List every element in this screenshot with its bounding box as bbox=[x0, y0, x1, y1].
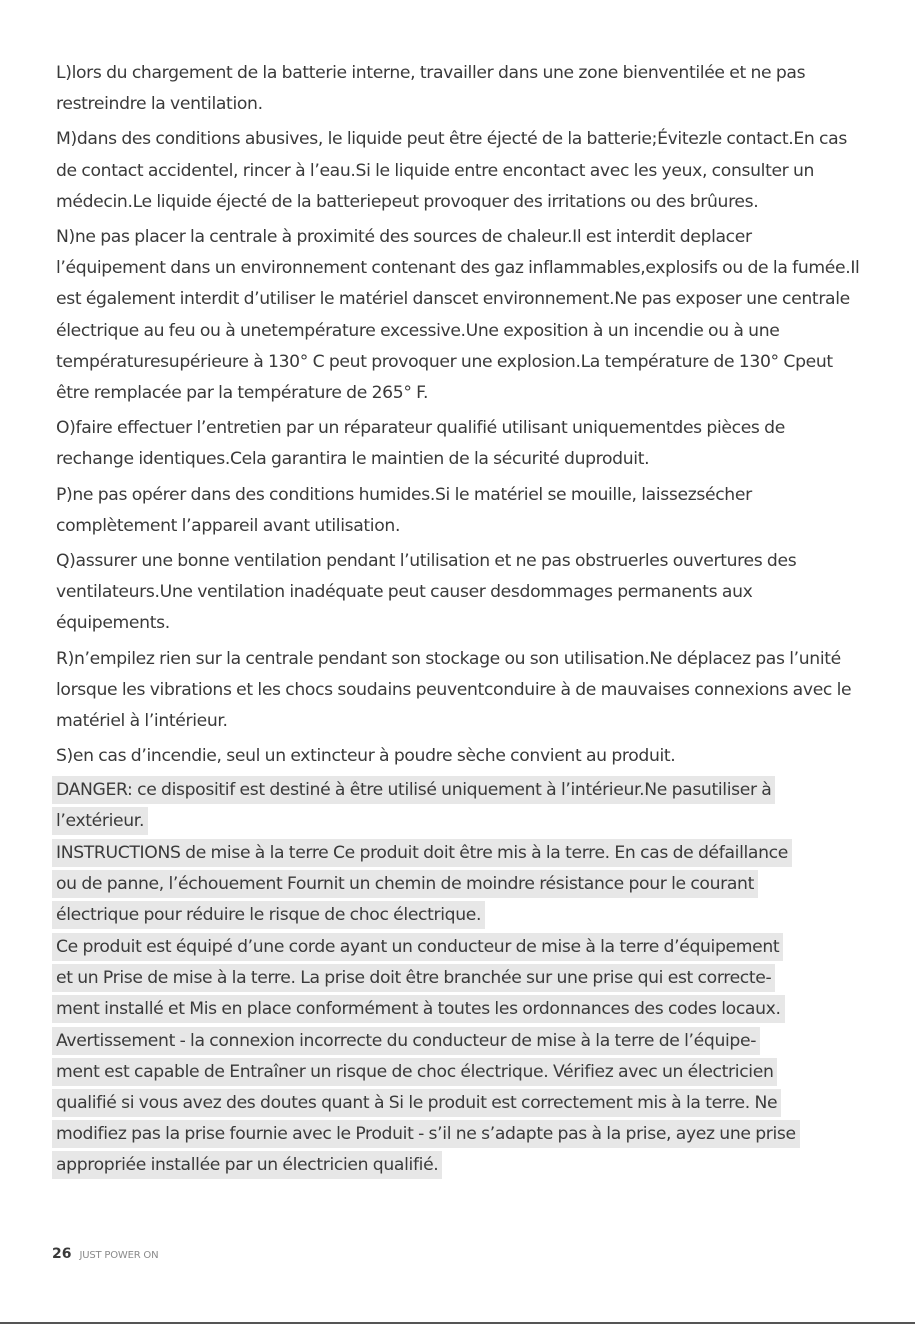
paragraph-o: O)faire effectuer l’entretien par un réparateur qualifié utilisant uniquementdes pièces de rechange identiques.Cela garantira le maintien de la sécurité duproduit. bbox=[56, 418, 785, 470]
highlight-line: et un Prise de mise à la terre. La prise doit être branchée sur une prise qui est correcte- bbox=[52, 964, 775, 992]
highlight-line: électrique pour réduire le risque de choc électrique. bbox=[52, 901, 485, 929]
warning-notice bbox=[52, 1027, 861, 1179]
paragraph-q: Q)assurer une bonne ventilation pendant l’utilisation et ne pas obstruerles ouvertures des ventilateurs.Une ventilation inadéquate peut causer desdommages permanents aux équipements. bbox=[56, 551, 797, 634]
paragraph-s: S)en cas d’incendie, seul un extincteur à poudre sèche convient au produit. bbox=[56, 746, 676, 767]
page-footer bbox=[52, 1246, 158, 1262]
page-number: 26 bbox=[52, 1246, 72, 1262]
danger-notice bbox=[52, 776, 861, 835]
highlight-line: l’extérieur. bbox=[52, 807, 148, 835]
highlight-line: ou de panne, l’échouement Fournit un chemin de moindre résistance pour le courant bbox=[52, 870, 758, 898]
page-content bbox=[56, 58, 861, 1183]
paragraph-l: L)lors du chargement de la batterie interne, travailler dans une zone bienventilée et ne pas restreindre la ventilation. bbox=[56, 63, 806, 115]
grounding-cord-notice bbox=[52, 933, 861, 1023]
paragraph-m: M)dans des conditions abusives, le liquide peut être éjecté de la batterie;Évitezle contact.En cas de contact accidentel, rincer à l’eau.Si le liquide entre encontact avec les yeux, consulter un médecin.Le liquide éjecté de la batteriepeut provoquer des irritations ou des brûures. bbox=[56, 129, 847, 212]
highlight-line: ment installé et Mis en place conformément à toutes les ordonnances des codes locaux. bbox=[52, 995, 785, 1023]
highlight-line: INSTRUCTIONS de mise à la terre Ce produit doit être mis à la terre. En cas de défaillance bbox=[52, 839, 792, 867]
grounding-instructions bbox=[52, 839, 861, 929]
footer-brand: JUST POWER ON bbox=[79, 1250, 159, 1261]
paragraph-n: N)ne pas placer la centrale à proximité des sources de chaleur.Il est interdit deplacer l’équipement dans un environnement contenant des gaz inflammables,explosifs ou de la fumée.Il est également interdit d’utiliser le matériel danscet environnement.Ne pas exposer une centrale électrique au feu ou à unetempérature excessive.Une exposition à un incendie ou à une températuresupérieure à 130° C peut provoquer une explosion.La température de 130° Cpeut être remplacée par la température de 265° F. bbox=[56, 227, 860, 404]
highlight-line: Avertissement - la connexion incorrecte du conducteur de mise à la terre de l’équipe- bbox=[52, 1027, 760, 1055]
highlight-line: modifiez pas la prise fournie avec le Produit - s’il ne s’adapte pas à la prise, ayez une prise bbox=[52, 1120, 800, 1148]
highlight-line: DANGER: ce dispositif est destiné à être utilisé uniquement à l’intérieur.Ne pasutiliser à bbox=[52, 776, 775, 804]
highlight-line: qualifié si vous avez des doutes quant à Si le produit est correctement mis à la terre. Ne bbox=[52, 1089, 781, 1117]
paragraph-r: R)n’empilez rien sur la centrale pendant son stockage ou son utilisation.Ne déplacez pas l’unité lorsque les vibrations et les chocs soudains peuventconduire à de mauvaises connexions avec le matériel à l’intérieur. bbox=[56, 648, 852, 732]
highlight-line: ment est capable de Entraîner un risque de choc électrique. Vérifiez avec un électricien bbox=[52, 1058, 777, 1086]
paragraph-p: P)ne pas opérer dans des conditions humides.Si le matériel se mouille, laissezsécher complètement l’appareil avant utilisation. bbox=[56, 484, 752, 536]
highlight-line: Ce produit est équipé d’une corde ayant un conducteur de mise à la terre d’équipement bbox=[52, 933, 783, 961]
highlight-line: appropriée installée par un électricien qualifié. bbox=[52, 1151, 442, 1179]
